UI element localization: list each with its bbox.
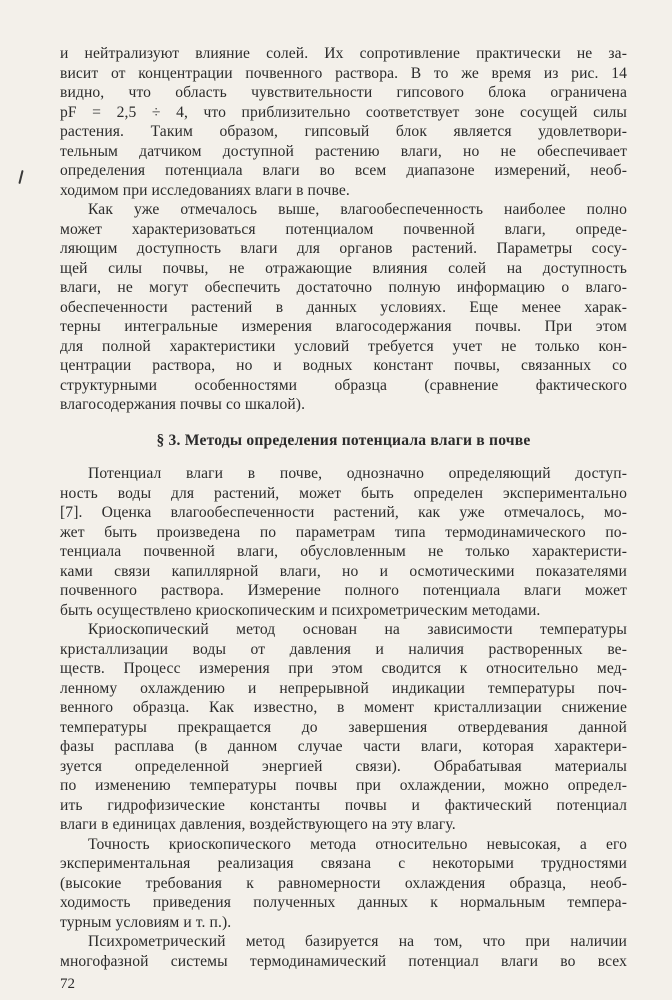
text-line: влаги, не могут обеспечить достаточно полную информацию о влаго-: [60, 279, 627, 296]
text-line: обеспеченности растений в данных условиях. Еще менее харак-: [60, 298, 627, 316]
text-line: для полной характеристики условий требуется учет не только кон-: [60, 337, 627, 355]
text-line: температуры прекращается до завершения отвердевания данной: [60, 718, 627, 736]
text-line: зуется определенной энергией связи). Обрабатывая материалы: [60, 757, 627, 775]
text-line: быть осуществлено криоскопическим и психрометрическим методами.: [60, 601, 541, 619]
text-line: ить гидрофизические константы почвы и фактический потенциал: [60, 796, 627, 814]
text-line: ходимость приведения полученных данных к нормальным темпера-: [60, 894, 627, 911]
text-line: видно, что область чувствительности гипсового блока ограничена: [60, 84, 627, 101]
text-line: ленному охлаждению и непрерывной индикации температуры поч-: [60, 679, 627, 697]
margin-pencil-mark: [18, 170, 23, 184]
text-line: растения. Таким образом, гипсовый блок является удовлетвори-: [60, 123, 627, 140]
text-line: (высокие требования к равномерности охлаждения образца, необ-: [60, 874, 627, 892]
text-line: щей силы почвы, не отражающие влияния солей на доступность: [60, 259, 627, 277]
text-line: жет быть произведена по параметрам типа термодинамического по-: [60, 523, 627, 541]
text-line: турным условиям и т. п.).: [60, 913, 232, 931]
section-heading: § 3. Методы определения потенциала влаги в почве: [156, 431, 531, 449]
text-line: висит от концентрации почвенного раствора. В то же время из рис. 14: [60, 64, 627, 82]
text-line: венного образца. Как известно, в момент кристаллизации снижение: [60, 699, 627, 716]
text-line: определения потенциала влаги во всем диапазоне измерений, необ-: [60, 162, 627, 179]
text-line: фазы расплава (в данном случае части влаги, которая характери-: [60, 738, 627, 755]
text-line: экспериментальная реализация связана с некоторыми трудностями: [60, 855, 627, 872]
text-line: Психрометрический метод базируется на том, что при наличии: [88, 933, 627, 950]
text-line: многофазной системы термодинамический потенциал влаги во всех: [60, 952, 627, 970]
text-line: тельным датчиком доступной растению влаги, но не обеспечивает: [60, 142, 627, 160]
text-line: Точность криоскопического метода относительно невысокая, а его: [88, 835, 627, 853]
text-line: ходимом при исследованиях влаги в почве.: [60, 181, 350, 199]
text-line: кристаллизации воды от давления и наличия растворенных ве-: [60, 640, 627, 658]
text-line: [7]. Оценка влагообеспеченности растений, как уже отмечалось, мо-: [60, 504, 627, 521]
text-line: Потенциал влаги в почве, однозначно определяющий доступ-: [88, 465, 627, 482]
text-line: почвенного раствора. Измерение полного потенциала влаги может: [60, 582, 627, 599]
text-line: ляющим доступность влаги для органов растений. Параметры сосу-: [60, 240, 627, 257]
text-line: Криоскопический метод основан на зависимости температуры: [88, 621, 627, 638]
text-line: влаги в единицах давления, воздействующего на эту влагу.: [60, 816, 456, 833]
text-line: центрации раствора, но и водных констант почвы, связанных со: [60, 357, 627, 374]
text-line: может характеризоваться потенциалом почвенной влаги, опреде-: [60, 220, 627, 238]
text-line: влагосодержания почвы со шкалой).: [60, 396, 306, 413]
text-line: терны интегральные измерения влагосодержания почвы. При этом: [60, 318, 627, 335]
text-line: по изменению температуры почвы при охлаждении, можно определ-: [60, 777, 627, 794]
text-line: ность воды для растений, может быть определен экспериментально: [60, 484, 627, 502]
text-line: ществ. Процесс измерения при этом сводится к относительно мед-: [60, 660, 627, 677]
text-line: ками связи капиллярной влаги, но и осмотическими показателями: [60, 562, 627, 580]
text-line: и нейтрализуют влияние солей. Их сопротивление практически не за-: [60, 45, 627, 62]
text-line: pF = 2,5 ÷ 4, что приблизительно соответствует зоне сосущей силы: [60, 103, 627, 121]
text-line: Как уже отмечалось выше, влагообеспеченность наиболее полно: [88, 201, 627, 218]
text-line: тенциала почвенной влаги, обусловленным не только характеристи-: [60, 543, 627, 560]
text-line: структурными особенностями образца (сравнение фактического: [60, 376, 627, 394]
page-number: 72: [60, 976, 75, 992]
